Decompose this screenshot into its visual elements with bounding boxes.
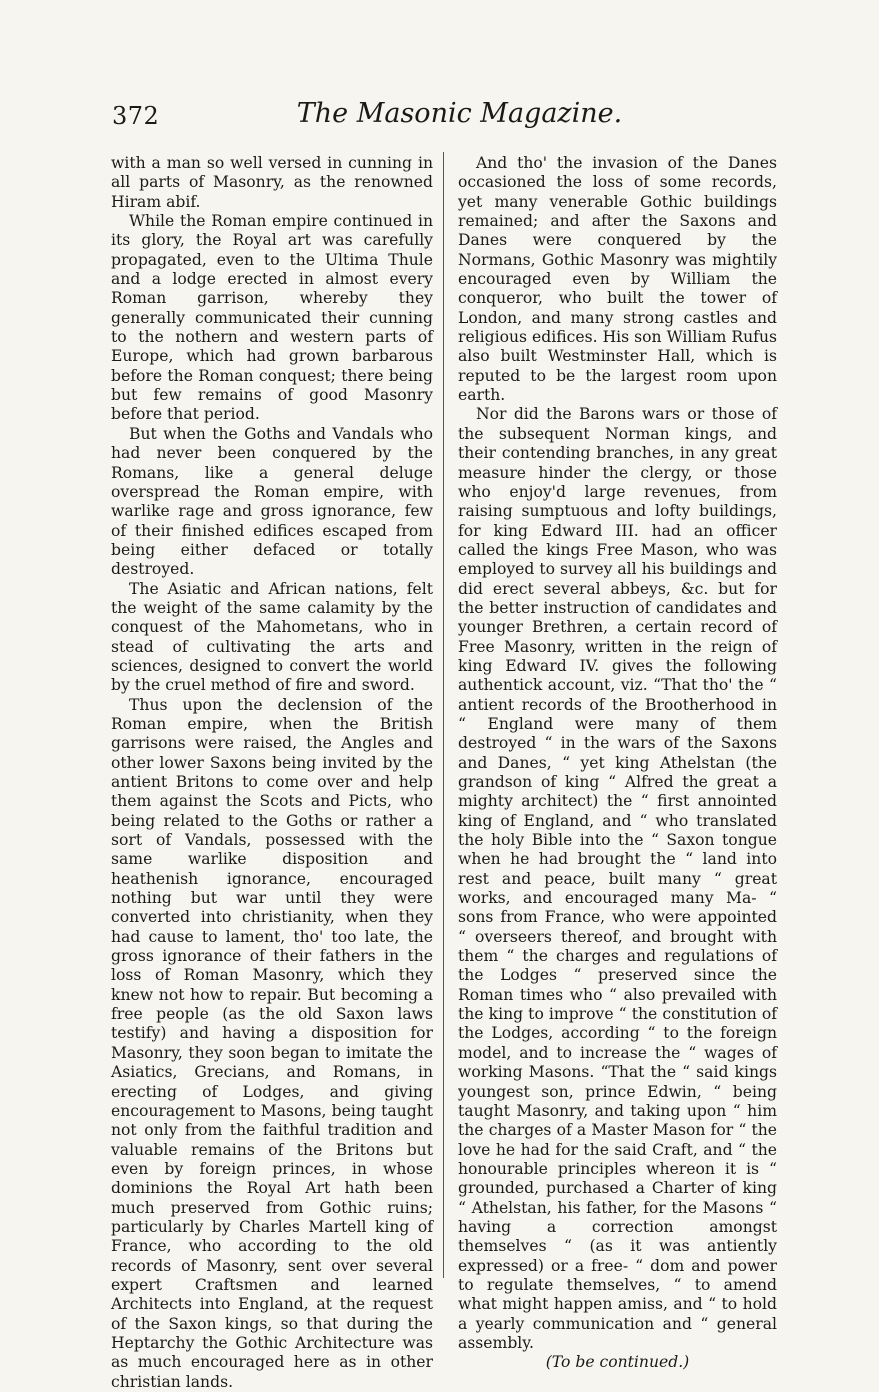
paragraph: And tho' the invasion of the Danes occasioned the loss of some records, yet many venerable Gothic buildings remained; and after the Saxons and Danes were conquered by the Normans, Gothic Masonry was mightily encouraged even by William the conqueror, who built the tower of London, and many strong castles and religious edifices. His son William Rufus also built Westminster Hall, which is reputed to be the largest room upon earth. bbox=[458, 154, 777, 405]
left-column bbox=[111, 154, 433, 1392]
paragraph: The Asiatic and African nations, felt the weight of the same calamity by the conquest of the Mahometans, who in stead of cultivating the arts and sciences, designed to convert the world by the cruel method of fire and sword. bbox=[111, 579, 433, 695]
paragraph: Nor did the Barons wars or those of the subsequent Norman kings, and their contending branches, in any great measure hinder the clergy, or those who enjoy'd large revenues, from raising sumptuous and lofty buildings, for king Edward III. had an officer called the kings Free Mason, who was employed to survey all his buildings and did erect several abbeys, &c. but for the better instruction of candidates and younger Brethren, a certain record of Free Masonry, written in the reign of king Edward IV. gives the following authentick account, viz. “That tho' the “ antient records of the Brootherhood in “ England were many of them destroyed “ in the wars of the Saxons and Danes, “ yet king Athelstan (the grandson of king “ Alfred the great a mighty architect) the “ first annointed king of England, and “ who translated the holy Bible into the “ Saxon tongue when he had brought the “ land into rest and peace, built many “ great works, and encouraged many Ma- “ sons from France, who were appointed “ overseers thereof, and brought with them “ the charges and regulations of the Lodges “ preserved since the Roman times who “ also prevailed with the king to improve “ the constitution of the Lodges, according “ to the foreign model, and to increase the “ wages of working Masons. “That the “ said kings youngest son, prince Edwin, “ being taught Masonry, and taking upon “ him the charges of a Master Mason for “ the love he had for the said Craft, and “ the honourable principles whereon it is “ grounded, purchased a Charter of king “ Athelstan, his father, for the Masons “ having a correction amongst themselves “ (as it was antiently expressed) or a free- “ dom and power to regulate themselves, “ to amend what might happen amiss, and “ to hold a yearly communication and “ general assembly. bbox=[458, 405, 777, 1352]
paragraph: with a man so well versed in cunning in all parts of Masonry, as the renowned Hiram abif. bbox=[111, 154, 433, 211]
right-column bbox=[458, 154, 777, 1373]
paragraph: But when the Goths and Vandals who had never been conquered by the Romans, like a general deluge overspread the Roman empire, with warlike rage and gross ignorance, few of their finished edifices escaped from being either defaced or totally destroyed. bbox=[111, 424, 433, 579]
running-title: The Masonic Magazine. bbox=[296, 98, 623, 129]
paragraph: While the Roman empire continued in its glory, the Royal art was carefully propagated, even to the Ultima Thule and a lodge erected in almost every Roman garrison, whereby they generally communicated their cunning to the nothern and western parts of Europe, which had grown barbarous before the Roman conquest; there being but few remains of good Masonry before that period. bbox=[111, 212, 433, 424]
paragraph: Thus upon the declension of the Roman empire, when the British garrisons were raised, the Angles and other lower Saxons being invited by the antient Britons to come over and help them against the Scots and Picts, who being related to the Goths or rather a sort of Vandals, possessed with the same warlike disposition and heathenish ignorance, encouraged nothing but war until they were converted into christianity, when they had cause to lament, tho' too late, the gross ignorance of their fathers in the loss of Roman Masonry, which they knew not how to repair. But becoming a free people (as the old Saxon laws testify) and having a disposition for Masonry, they soon began to imitate the Asiatics, Grecians, and Romans, in erecting of Lodges, and giving encouragement to Masons, being taught not only from the faithful tradition and valuable remains of the Britons but even by foreign princes, in whose dominions the Royal Art hath been much preserved from Gothic ruins; particularly by Charles Martell king of France, who according to the old records of Masonry, sent over several expert Craftsmen and learned Architects into England, at the request of the Saxon kings, so that during the Heptarchy the Gothic Architecture was as much encouraged here as in other christian lands. bbox=[111, 695, 433, 1391]
column-divider bbox=[443, 152, 444, 1278]
page-number: 372 bbox=[112, 102, 160, 130]
continued-note: (To be continued.) bbox=[545, 1353, 690, 1372]
